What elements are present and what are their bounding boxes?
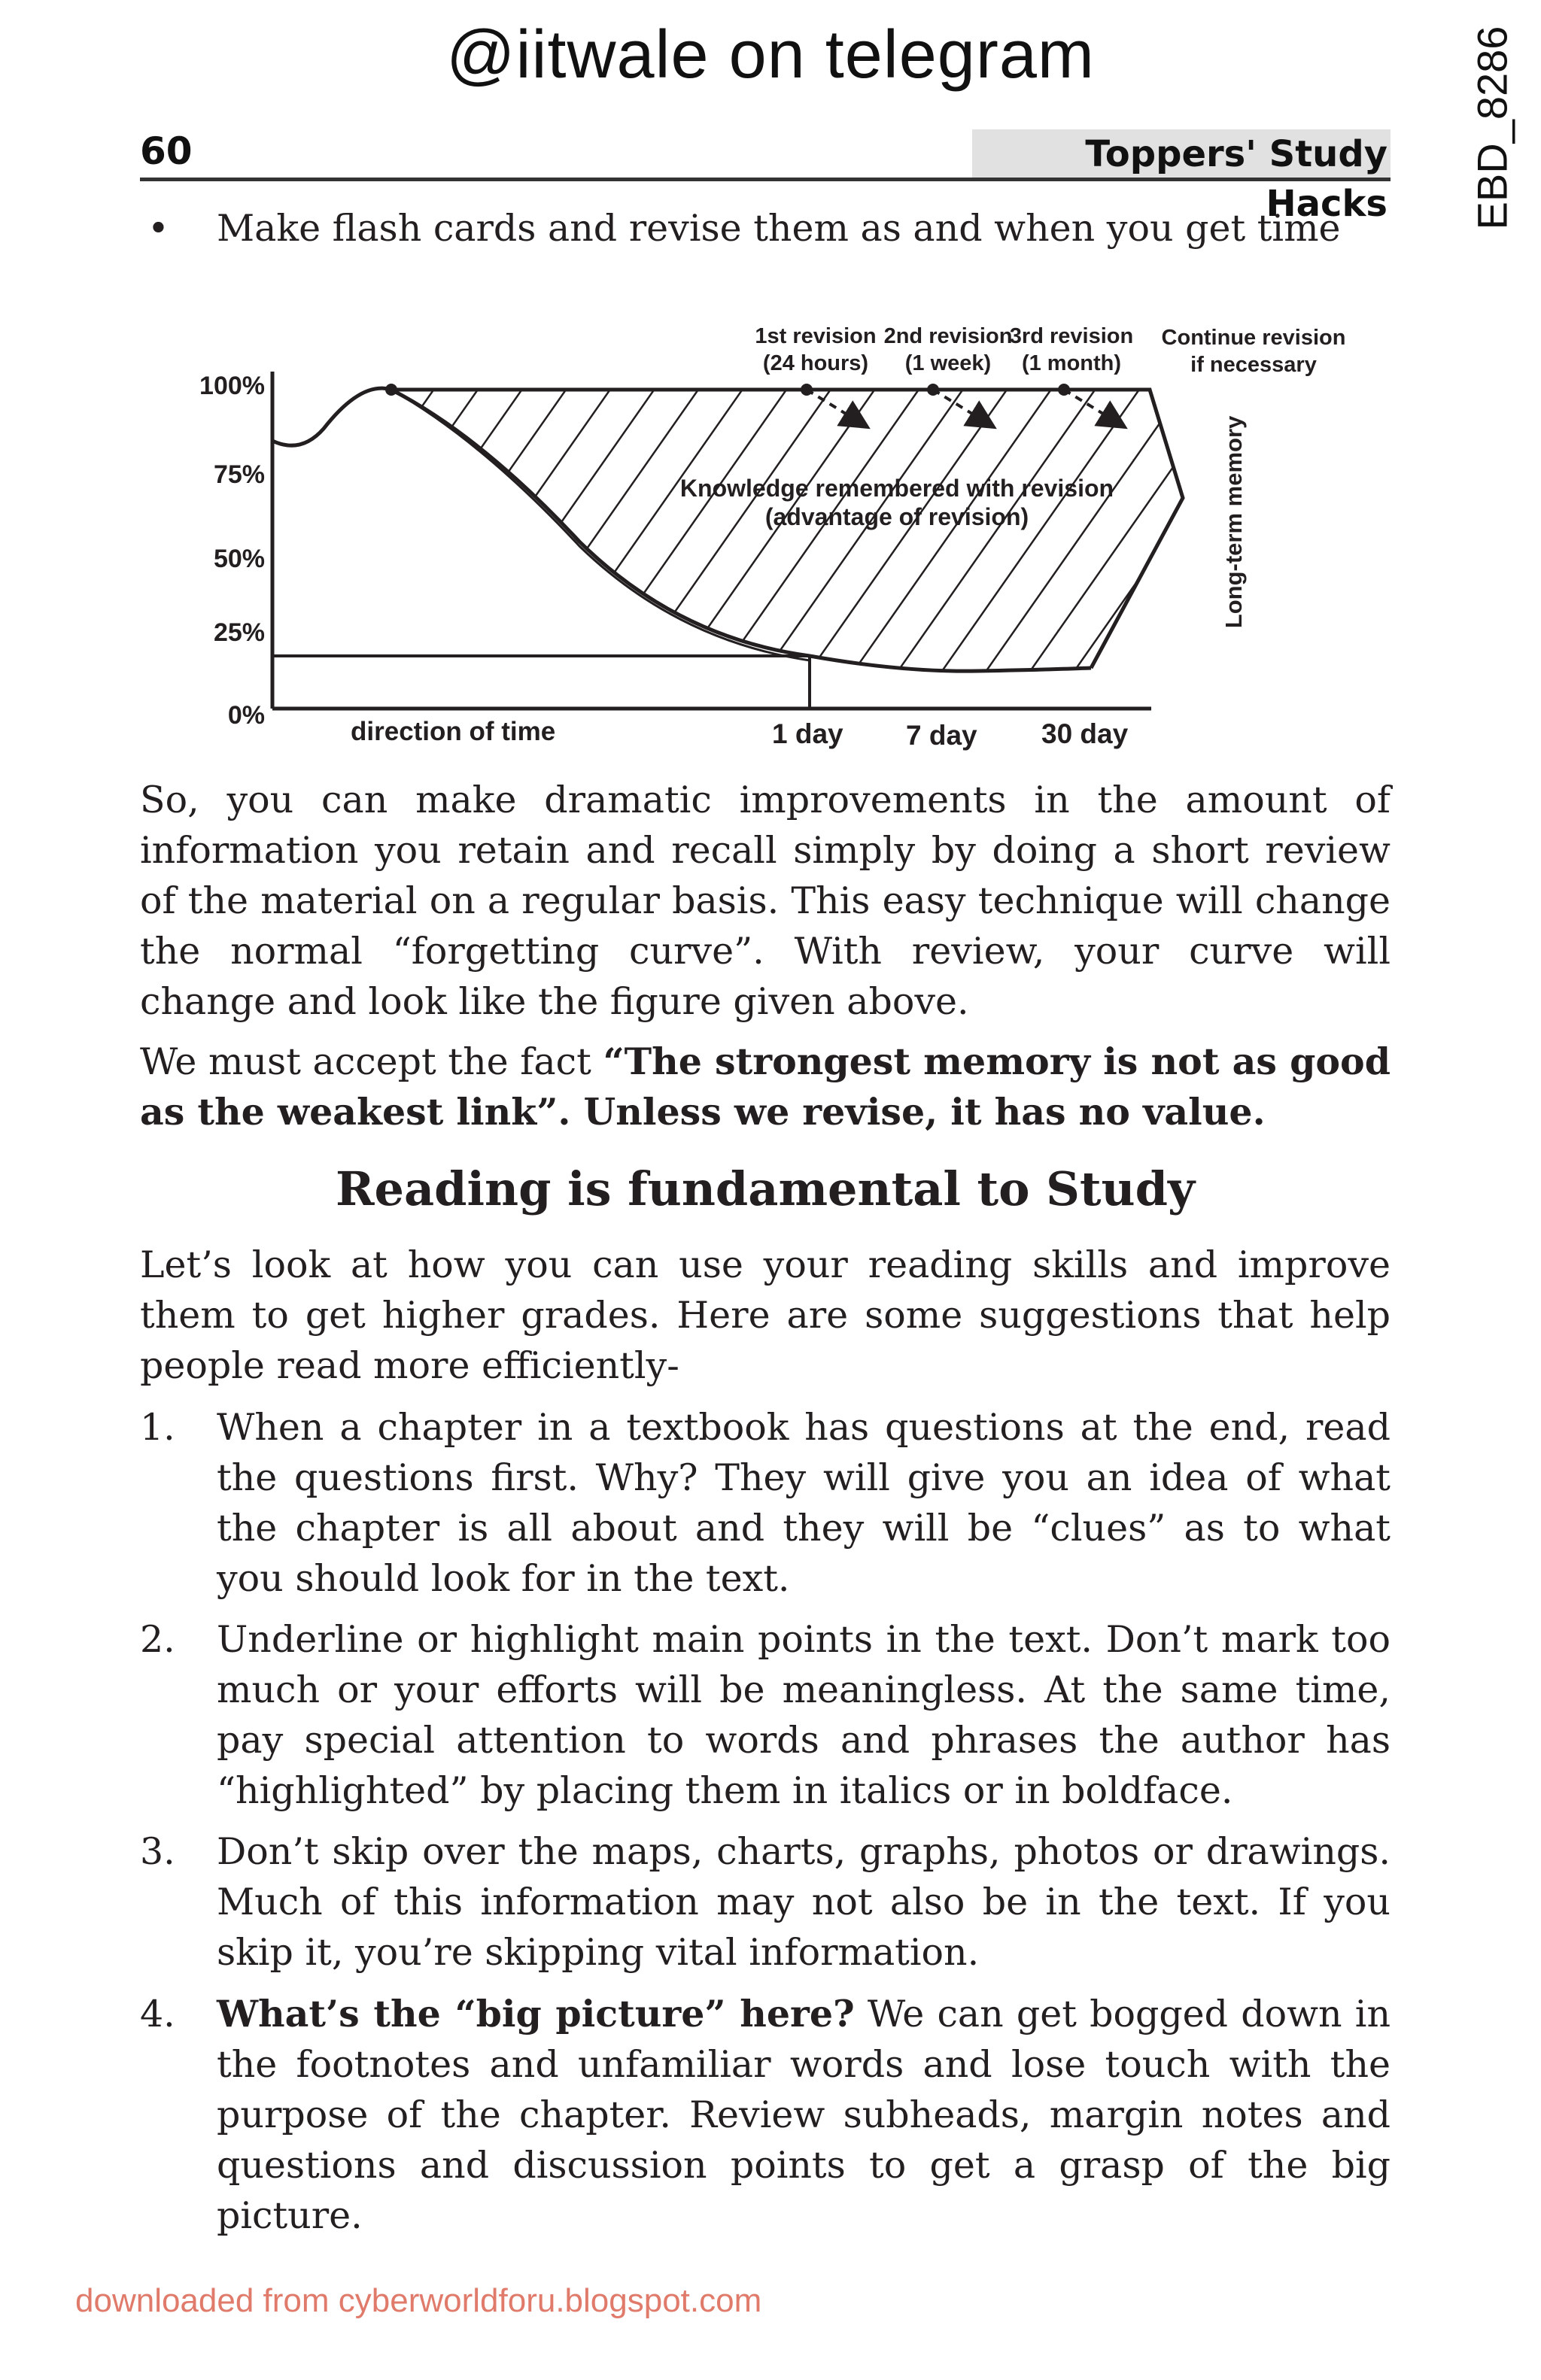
y-tick-100: 100% bbox=[199, 372, 265, 400]
revision-3-label: 3rd revision bbox=[1009, 324, 1134, 348]
side-label-long-term: Long-term memory bbox=[1220, 415, 1247, 629]
revision-1-label: 1st revision bbox=[755, 324, 877, 348]
continue-sub: if necessary bbox=[1190, 353, 1317, 377]
list-item-text: When a chapter in a textbook has questions at the end, read the questions first. Why? They will give you an idea of what the chapter is all about and they will be “clues” as to what you should look for in the text. bbox=[217, 1406, 1391, 1600]
list-item-bold: What’s the “big picture” here? bbox=[217, 1992, 855, 2035]
telegram-watermark: @iitwale on telegram bbox=[446, 17, 1095, 93]
y-tick-50: 50% bbox=[213, 545, 265, 573]
paragraph-review: So, you can make dramatic improvements in the amount of information you retain and recall simply by doing a short review of the material on a regular basis. This easy technique will change the normal “forgetting curve”. With review, your curve will change and look like the figure given above. bbox=[140, 779, 1391, 1023]
list-item bbox=[217, 1402, 1391, 1604]
strongest-memory-quote: “The strongest memory is not as good as the weakest link”. Unless we revise, it has no value. bbox=[140, 1040, 1391, 1134]
revision-2-label: 2nd revision bbox=[883, 324, 1013, 348]
list-item bbox=[217, 1614, 1391, 1816]
x-label-1-day: 1 day bbox=[772, 718, 843, 749]
side-code-text: EBD_8286 bbox=[1468, 26, 1516, 230]
forgetting-curve-figure bbox=[0, 0, 1541, 767]
list-item-text: Don’t skip over the maps, charts, graphs, photos or drawings. Much of this information may not also be in the text. If you skip it, you’re skipping vital information. bbox=[217, 1830, 1391, 1974]
list-number: 4. bbox=[140, 1993, 175, 2035]
section-heading: Reading is fundamental to Study bbox=[336, 1161, 1195, 1216]
y-tick-75: 75% bbox=[213, 460, 265, 489]
running-title: Toppers' Study Hacks bbox=[972, 129, 1391, 179]
start-dot bbox=[385, 384, 397, 396]
revision-2-sub: (1 week) bbox=[904, 351, 992, 375]
center-label: Knowledge remembered with revision bbox=[679, 475, 1114, 502]
reading-intro: Let’s look at how you can use your reading skills and improve them to get higher grades. Here are some suggestions that help people read more efficiently- bbox=[140, 1243, 1391, 1387]
list-item bbox=[217, 1989, 1391, 2241]
paragraph-strongest-memory-intro: We must accept the fact bbox=[140, 1040, 603, 1083]
paragraph-strongest-memory bbox=[140, 1037, 1391, 1137]
x-label-direction: direction of time bbox=[351, 717, 556, 746]
bullet-text: Make flash cards and revise them as and when you get time bbox=[217, 207, 1341, 250]
list-number: 2. bbox=[140, 1618, 175, 1661]
page-number: 60 bbox=[140, 129, 193, 173]
y-tick-25: 25% bbox=[213, 618, 265, 647]
x-label-30-day: 30 day bbox=[1041, 718, 1129, 749]
list-item-text: We can get bogged down in the footnotes and unfamiliar words and lose touch with the purpose of the chapter. Review subheads, margin notes and questions and discussion points to get a grasp of the big picture. bbox=[217, 1993, 1391, 2237]
list-number: 1. bbox=[140, 1406, 175, 1449]
revision-3-sub: (1 month) bbox=[1021, 351, 1122, 375]
footer-watermark: downloaded from cyberworldforu.blogspot.com bbox=[75, 2282, 762, 2319]
x-label-7-day: 7 day bbox=[906, 720, 977, 751]
center-label-sub: (advantage of revision) bbox=[764, 503, 1029, 530]
bullet-mark: • bbox=[147, 207, 169, 250]
y-tick-0: 0% bbox=[227, 701, 265, 730]
list-item-text: Underline or highlight main points in the text. Don’t mark too much or your efforts will be meaningless. At the same time, pay special attention to words and phrases the author has “highlighted” by placing them in italics or in boldface. bbox=[217, 1618, 1391, 1812]
revision-1-sub: (24 hours) bbox=[762, 351, 869, 375]
list-number: 3. bbox=[140, 1830, 175, 1873]
continue-label: Continue revision bbox=[1161, 326, 1346, 350]
list-item bbox=[217, 1826, 1391, 1978]
